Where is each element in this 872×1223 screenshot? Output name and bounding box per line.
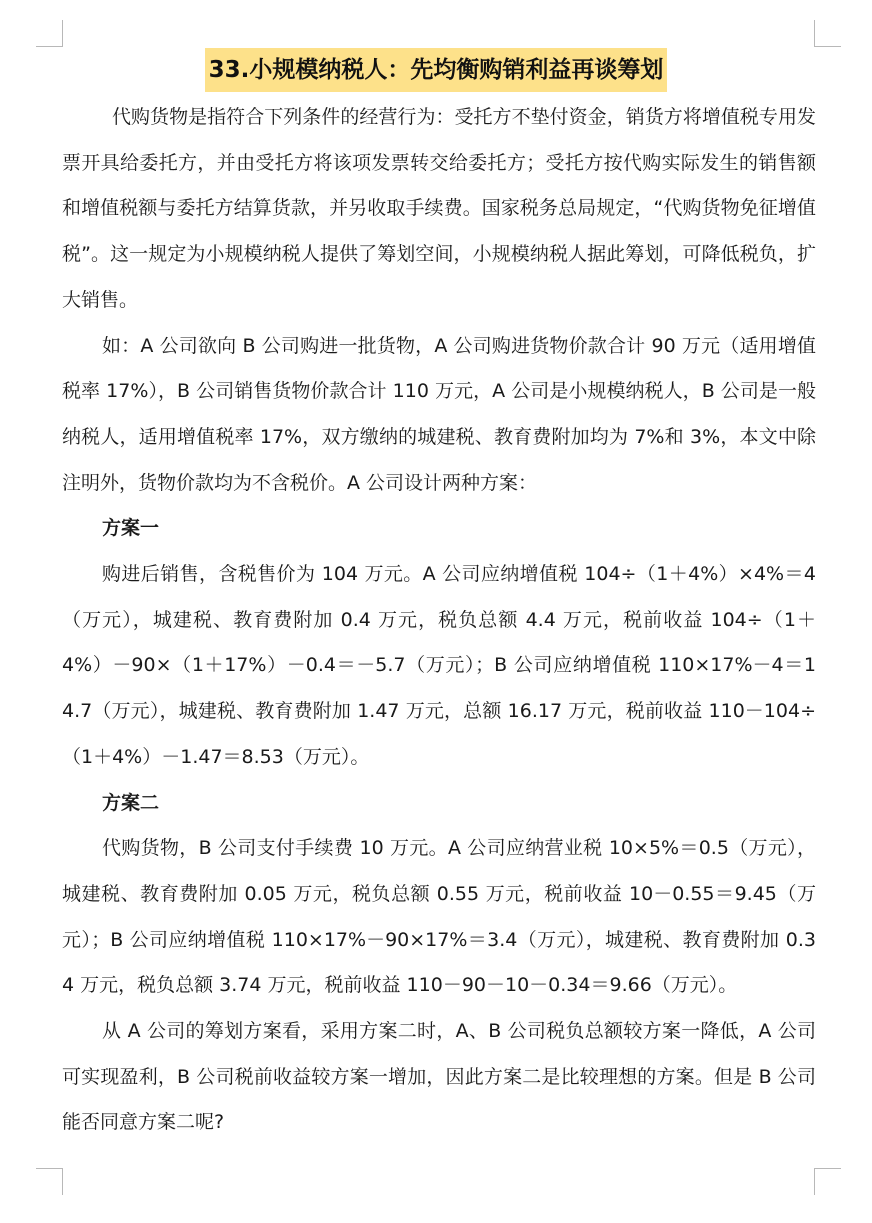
page-title: 33.小规模纳税人：先均衡购销利益再谈筹划 — [205, 48, 668, 92]
title-container — [0, 48, 872, 92]
page-corner-mark-top-right — [814, 20, 841, 47]
paragraph-example: 如：A 公司欲向 B 公司购进一批货物，A 公司购进货物价款合计 90 万元（适用增值税率 17%），B 公司销售货物价款合计 110 万元，A 公司是小规模纳税人，B 公司是一般纳税人，适用增值税率 17%，双方缴纳的城建税、教育费附加均为 7%和 3%，本文中除注明外，货物价款均为不含税价。A 公司设计两种方案： — [62, 334, 816, 494]
paragraph-conclusion: 从 A 公司的筹划方案看，采用方案二时，A、B 公司税负总额较方案一降低，A 公司可实现盈利，B 公司税前收益较方案一增加，因此方案二是比较理想的方案。但是 B 公司能否同意方案二呢? — [62, 1020, 816, 1134]
page-corner-mark-bottom-left — [36, 1168, 63, 1195]
paragraph-intro: 代购货物是指符合下列条件的经营行为：受托方不垫付资金，销货方将增值税专用发票开具给委托方，并由受托方将该项发票转交给委托方；受托方按代购实际发生的销售额和增值税额与委托方结算货款，并另收取手续费。国家税务总局规定，“代购货物免征增值税”。这一规定为小规模纳税人提供了筹划空间，小规模纳税人据此筹划，可降低税负，扩大销售。 — [62, 106, 816, 311]
heading-plan-two: 方案二 — [102, 791, 160, 814]
document-body — [62, 95, 816, 1146]
paragraph-plan-one: 购进后销售，含税售价为 104 万元。A 公司应纳增值税 104÷（1＋4%）×4%＝4（万元），城建税、教育费附加 0.4 万元，税负总额 4.4 万元，税前收益 104÷（1＋4%）－90×（1＋17%）－0.4＝－5.7（万元）；B 公司应纳增值税 110×17%－4＝14.7（万元），城建税、教育费附加 1.47 万元，总额 16.17 万元，税前收益 110－104÷（1＋4%）－1.47＝8.53（万元）。 — [62, 563, 816, 768]
heading-plan-one: 方案一 — [102, 517, 160, 540]
paragraph-plan-two: 代购货物，B 公司支付手续费 10 万元。A 公司应纳营业税 10×5%＝0.5（万元），城建税、教育费附加 0.05 万元，税负总额 0.55 万元，税前收益 10－0.55＝9.45（万元）；B 公司应纳增值税 110×17%－90×17%＝3.4（万元），城建税、教育费附加 0.34 万元，税负总额 3.74 万元，税前收益 110－90－10－0.34＝9.66（万元）。 — [62, 837, 816, 997]
page-corner-mark-bottom-right — [814, 1168, 841, 1195]
page-corner-mark-top-left — [36, 20, 63, 47]
